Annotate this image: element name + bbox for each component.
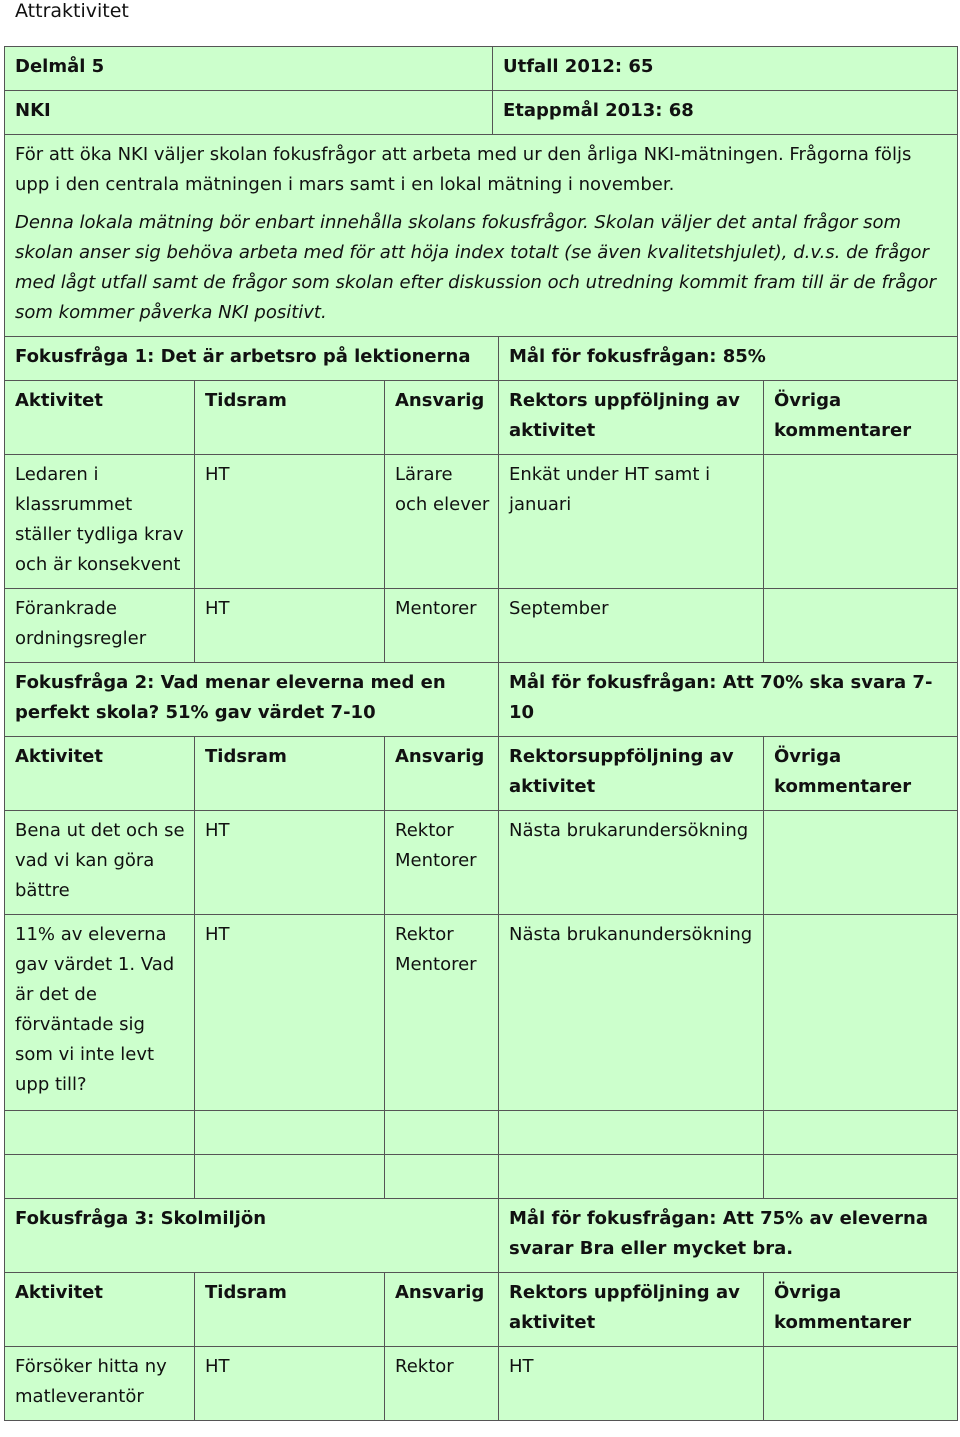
document-title: Attraktivitet (15, 0, 129, 22)
intro-paragraph-2: Denna lokala mätning bör enbart innehålla skolans fokusfrågor. Skolan väljer det antal frågor som skolan anser sig behöva arbeta med för att höja index totalt (se även kvalitetshjulet), d.v.s. de frågor med lågt utfall samt de frågor som skolan efter diskussion och utredning kommit fram till är de frågor som kommer påverka NKI positivt. (15, 212, 937, 323)
cell-followup: Enkät under HT samt i januari (499, 455, 764, 589)
cell-activity (5, 1111, 195, 1155)
column-header-row-1 (5, 381, 958, 455)
cell-activity: Bena ut det och se vad vi kan göra bättre (5, 811, 195, 915)
question-3-title: Fokusfråga 3: Skolmiljön (5, 1199, 499, 1273)
col-responsible-header: Ansvarig (385, 381, 499, 455)
cell-followup (499, 1111, 764, 1155)
cell-comments (764, 915, 958, 1111)
col-activity-header: Aktivitet (5, 1273, 195, 1347)
question-2-goal: Mål för fokusfrågan: Att 70% ska svara 7-10 (499, 663, 958, 737)
cell-timeframe: HT (195, 455, 385, 589)
cell-activity (5, 1155, 195, 1199)
cell-responsible: Lärare och elever (385, 455, 499, 589)
intro-paragraph-1: För att öka NKI väljer skolan fokusfrågor att arbeta med ur den årliga NKI-mätningen. Frågorna följs upp i den centrala mätningen i mars samt i en lokal mätning i november. (15, 144, 912, 195)
cell-responsible: Mentorer (385, 589, 499, 663)
intro-cell (5, 135, 958, 337)
question-1-goal: Mål för fokusfrågan: 85% (499, 337, 958, 381)
cell-responsible (385, 1111, 499, 1155)
cell-responsible: Rektor Mentorer (385, 811, 499, 915)
table-row (5, 455, 958, 589)
question-2-title: Fokusfråga 2: Vad menar eleverna med en perfekt skola? 51% gav värdet 7-10 (5, 663, 499, 737)
cell-responsible (385, 1155, 499, 1199)
question-3-goal: Mål för fokusfrågan: Att 75% av eleverna svarar Bra eller mycket bra. (499, 1199, 958, 1273)
column-header-row-2 (5, 737, 958, 811)
table-row (5, 1111, 958, 1155)
cell-comments (764, 1111, 958, 1155)
outcome-label: Utfall 2012: 65 (493, 47, 958, 91)
col-timeframe-header: Tidsram (195, 381, 385, 455)
header-row-goal (5, 47, 958, 91)
cell-responsible: Rektor Mentorer (385, 915, 499, 1111)
col-activity-header: Aktivitet (5, 381, 195, 455)
cell-responsible: Rektor (385, 1347, 499, 1421)
col-timeframe-header: Tidsram (195, 737, 385, 811)
column-header-row-3 (5, 1273, 958, 1347)
cell-timeframe: HT (195, 1347, 385, 1421)
col-comments-header: Övriga kommentarer (764, 381, 958, 455)
cell-activity: Ledaren i klassrummet ställer tydliga krav och är konsekvent (5, 455, 195, 589)
col-activity-header: Aktivitet (5, 737, 195, 811)
col-followup-header: Rektors uppföljning av aktivitet (499, 381, 764, 455)
col-followup-header: Rektorsuppföljning av aktivitet (499, 737, 764, 811)
col-responsible-header: Ansvarig (385, 737, 499, 811)
cell-timeframe: HT (195, 915, 385, 1111)
table-row (5, 1155, 958, 1199)
target-label: Etappmål 2013: 68 (493, 91, 958, 135)
cell-followup: Nästa brukanundersökning (499, 915, 764, 1111)
cell-activity: Förankrade ordningsregler (5, 589, 195, 663)
cell-comments (764, 455, 958, 589)
cell-timeframe: HT (195, 811, 385, 915)
cell-followup: September (499, 589, 764, 663)
question-row-3 (5, 1199, 958, 1273)
cell-followup: Nästa brukarundersökning (499, 811, 764, 915)
col-timeframe-header: Tidsram (195, 1273, 385, 1347)
cell-activity: 11% av eleverna gav värdet 1. Vad är det de förväntade sig som vi inte levt upp till? (5, 915, 195, 1111)
cell-activity: Försöker hitta ny matleverantör (5, 1347, 195, 1421)
question-row-1 (5, 337, 958, 381)
col-comments-header: Övriga kommentarer (764, 1273, 958, 1347)
cell-comments (764, 1155, 958, 1199)
cell-followup (499, 1155, 764, 1199)
header-row-index (5, 91, 958, 135)
index-label: NKI (5, 91, 493, 135)
col-comments-header: Övriga kommentarer (764, 737, 958, 811)
question-1-title: Fokusfråga 1: Det är arbetsro på lektionerna (5, 337, 499, 381)
cell-timeframe (195, 1111, 385, 1155)
col-responsible-header: Ansvarig (385, 1273, 499, 1347)
cell-comments (764, 1347, 958, 1421)
intro-row (5, 135, 958, 337)
table-row (5, 1347, 958, 1421)
question-row-2 (5, 663, 958, 737)
cell-timeframe: HT (195, 589, 385, 663)
cell-comments (764, 589, 958, 663)
cell-followup: HT (499, 1347, 764, 1421)
table-row (5, 915, 958, 1111)
cell-timeframe (195, 1155, 385, 1199)
col-followup-header: Rektors uppföljning av aktivitet (499, 1273, 764, 1347)
cell-comments (764, 811, 958, 915)
goal-label: Delmål 5 (5, 47, 493, 91)
goal-table (4, 46, 958, 1421)
table-row (5, 811, 958, 915)
table-row (5, 589, 958, 663)
